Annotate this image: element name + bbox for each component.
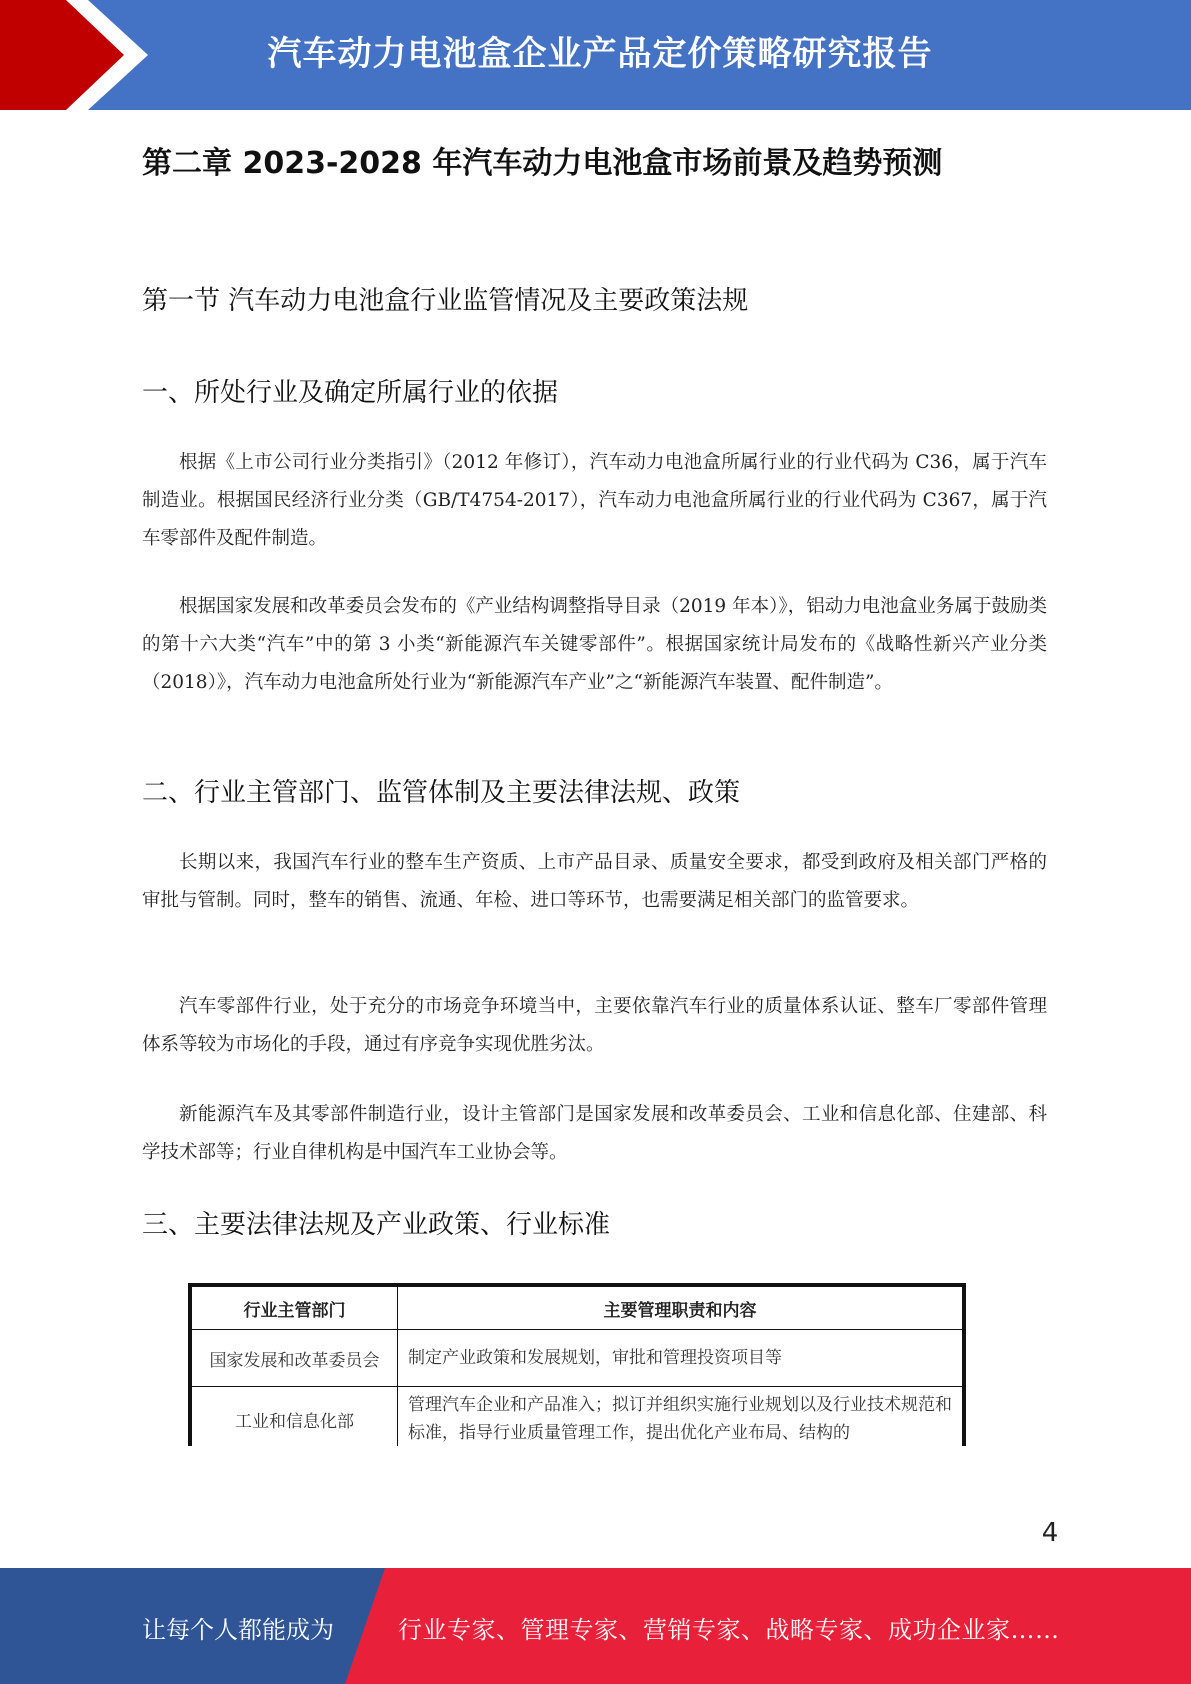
table-cell: 工业和信息化部 <box>192 1387 398 1447</box>
page-number: 4 <box>1041 1518 1059 1548</box>
table-header-row <box>192 1287 963 1330</box>
table-row <box>192 1387 963 1447</box>
section-title: 第一节 汽车动力电池盒行业监管情况及主要政策法规 <box>142 286 749 316</box>
chapter-title: 第二章 2023-2028 年汽车动力电池盒市场前景及趋势预测 <box>142 146 943 181</box>
report-title: 汽车动力电池盒企业产品定价策略研究报告 <box>267 34 933 74</box>
table-header-cell: 主要管理职责和内容 <box>398 1287 963 1330</box>
paragraph: 根据国家发展和改革委员会发布的《产业结构调整指导目录（2019 年本）》，铝动力电池盒业务属于鼓励类的第十六大类“汽车”中的第 3 小类“新能源汽车关键零部件”。根据国家统计局发布的《战略性新兴产业分类（2018）》，汽车动力电池盒所处行业为“新能源汽车产业”之“新能源汽车装置、配件制造”。 <box>142 596 1047 693</box>
table-cell: 国家发展和改革委员会 <box>192 1330 398 1387</box>
table-header-cell: 行业主管部门 <box>192 1287 398 1330</box>
paragraph: 新能源汽车及其零部件制造行业，设计主管部门是国家发展和改革委员会、工业和信息化部、住建部、科学技术部等；行业自律机构是中国汽车工业协会等。 <box>142 1104 1047 1163</box>
subsection-title-3: 三、主要法律法规及产业政策、行业标准 <box>142 1210 611 1240</box>
paragraph: 根据《上市公司行业分类指引》（2012 年修订），汽车动力电池盒所属行业的行业代码为 C36，属于汽车制造业。根据国民经济行业分类（GB/T4754-2017），汽车动力电池盒所属行业的行业代码为 C367，属于汽车零部件及配件制造。 <box>142 452 1047 549</box>
table-cell: 制定产业政策和发展规划，审批和管理投资项目等 <box>398 1330 963 1387</box>
table-cell: 管理汽车企业和产品准入；拟订并组织实施行业规划以及行业技术规范和标准，指导行业质量管理工作，提出优化产业布局、结构的 <box>398 1387 963 1447</box>
footer-slogan-left: 让每个人都能成为 <box>142 1616 334 1644</box>
header-chevron-decoration <box>0 0 160 110</box>
paragraph: 长期以来，我国汽车行业的整车生产资质、上市产品目录、质量安全要求，都受到政府及相关部门严格的审批与管制。同时，整车的销售、流通、年检、进口等环节，也需要满足相关部门的监管要求。 <box>142 852 1047 911</box>
regulators-table <box>188 1283 966 1446</box>
paragraph: 汽车零部件行业，处于充分的市场竞争环境当中，主要依靠汽车行业的质量体系认证、整车厂零部件管理体系等较为市场化的手段，通过有序竞争实现优胜劣汰。 <box>142 996 1047 1055</box>
footer-slogan-right: 行业专家、管理专家、营销专家、战略专家、成功企业家…… <box>398 1616 1060 1644</box>
report-header-band <box>0 0 1191 110</box>
subsection-title-1: 一、所处行业及确定所属行业的依据 <box>142 378 559 408</box>
subsection-title-2: 二、行业主管部门、监管体制及主要法律法规、政策 <box>142 778 741 808</box>
table-row <box>192 1330 963 1387</box>
